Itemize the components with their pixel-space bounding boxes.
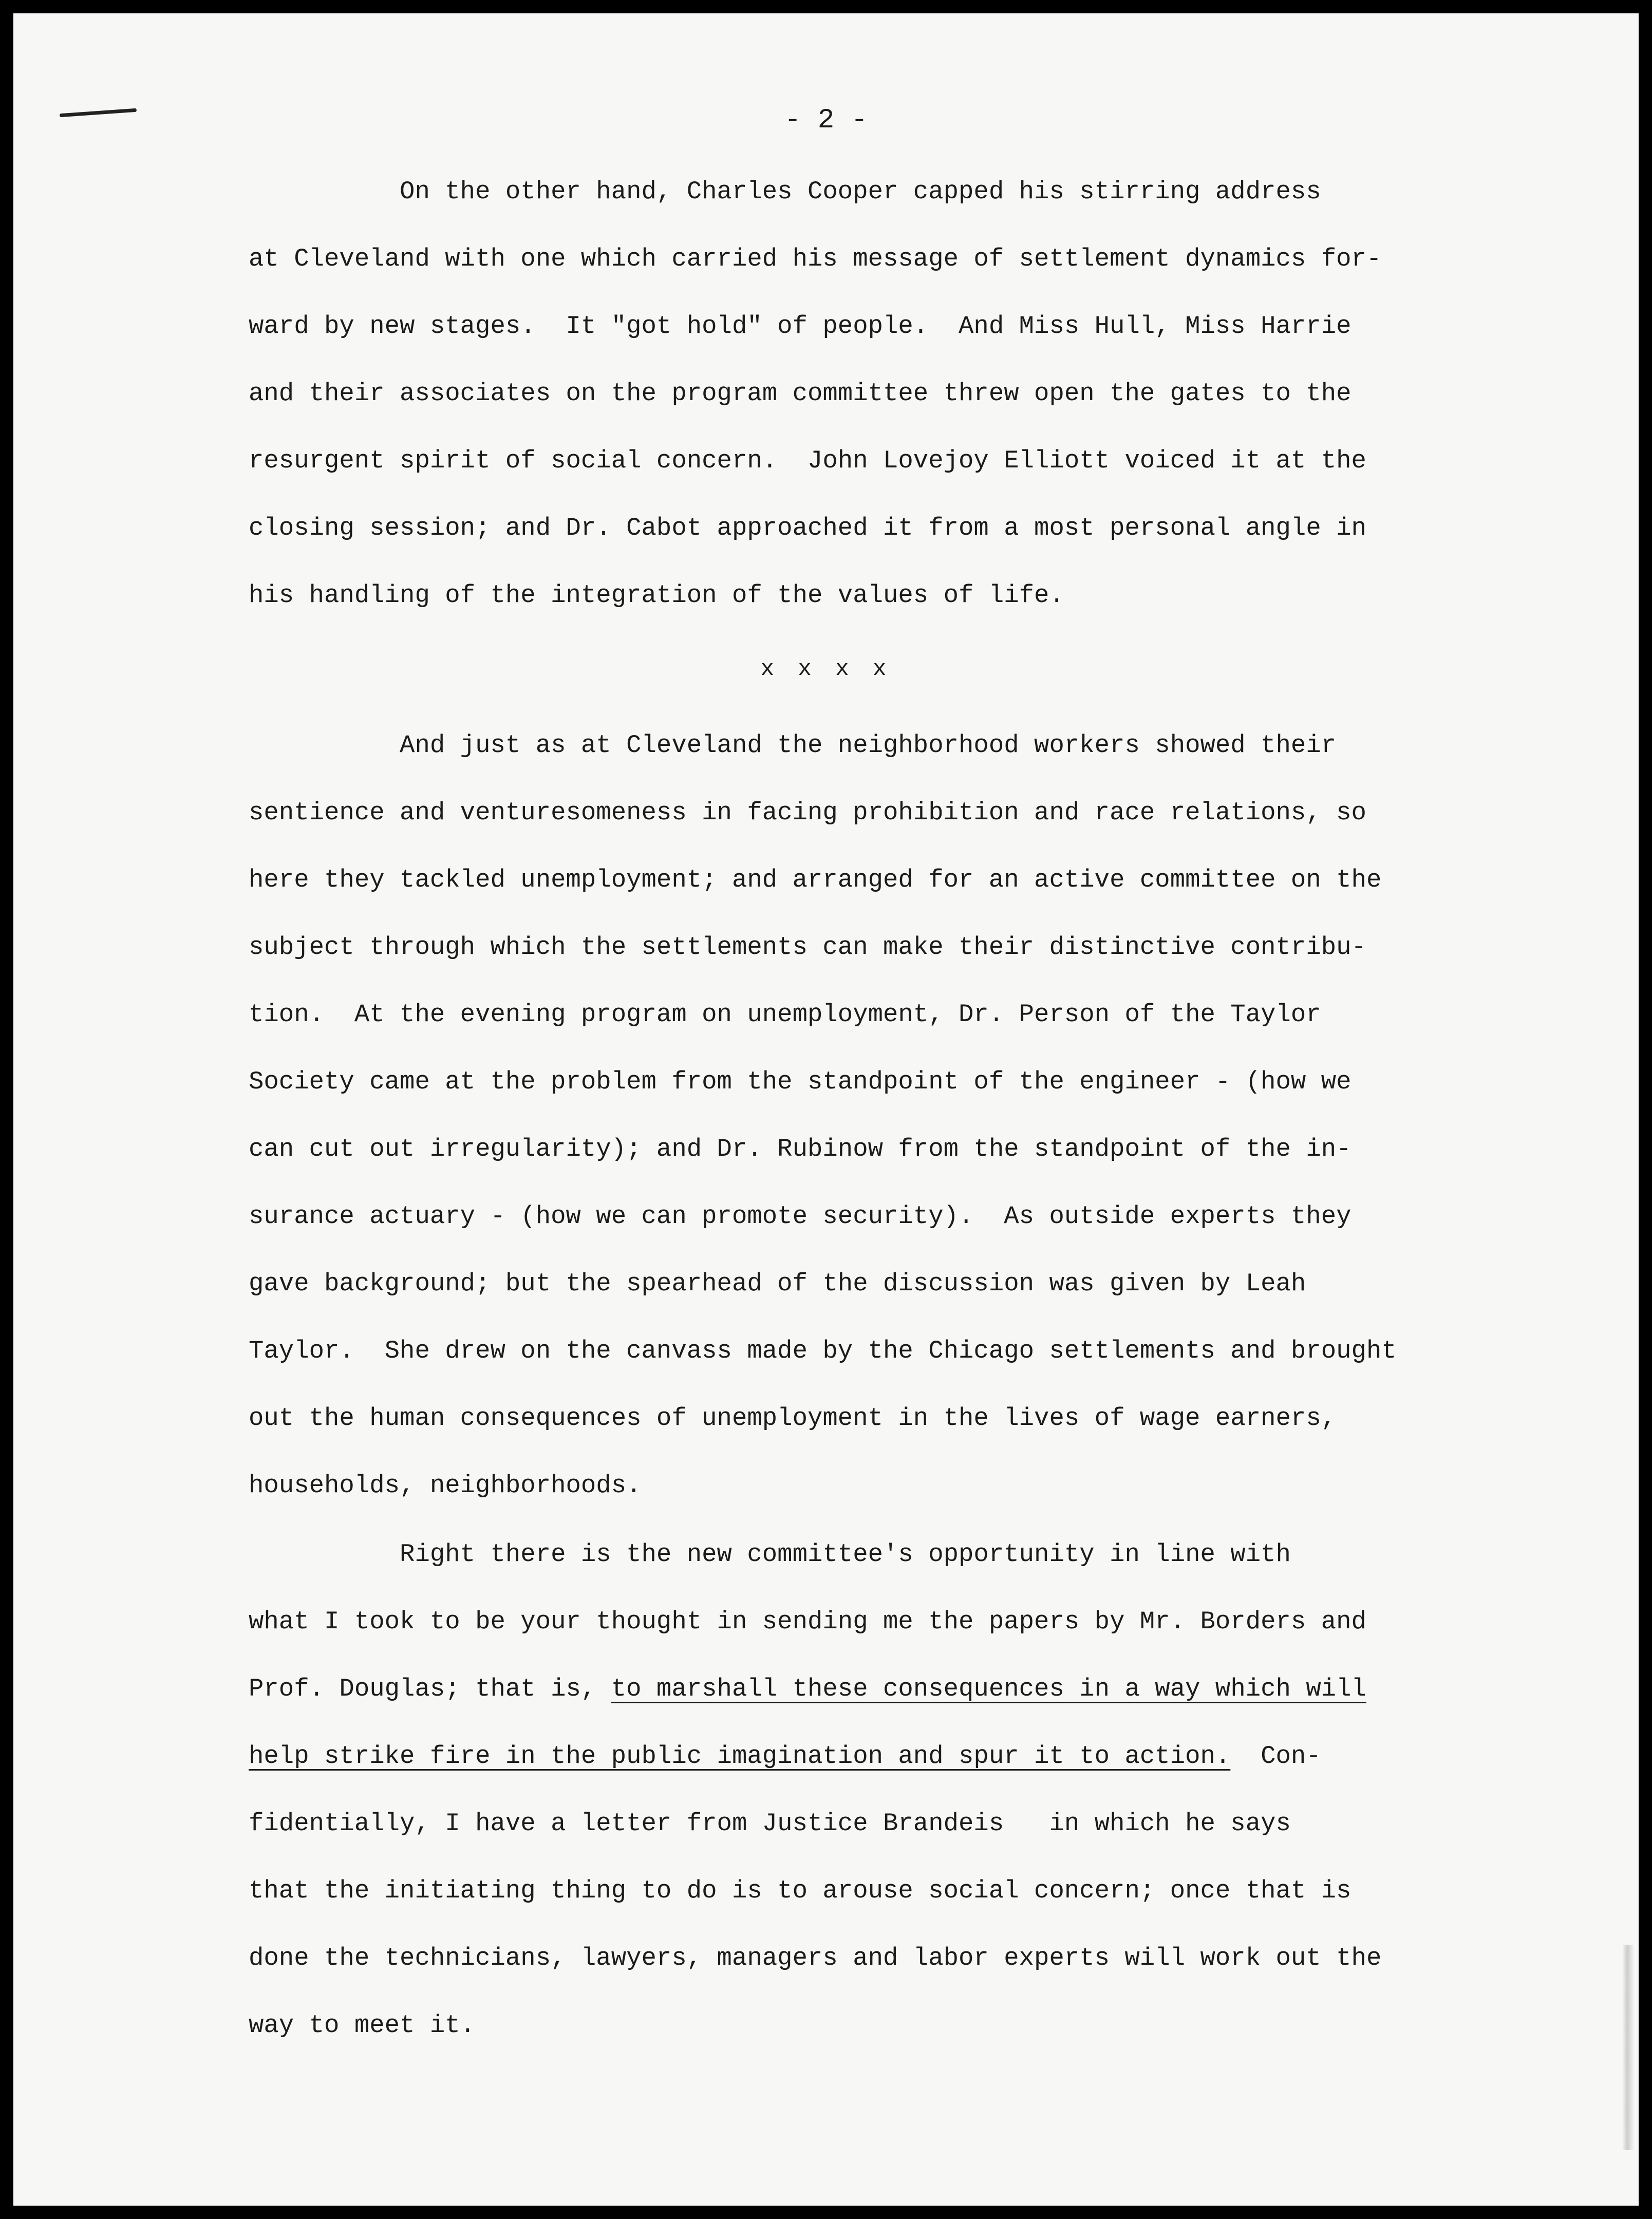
text-line: Taylor. She drew on the canvass made by the Chicago settlements and brought xyxy=(249,1337,1397,1365)
text-line: what I took to be your thought in sending me the papers by Mr. Borders and xyxy=(249,1607,1366,1636)
text-segment: Con- xyxy=(1230,1742,1321,1771)
text-line xyxy=(249,1723,1492,1790)
text-line xyxy=(249,1656,1492,1723)
text-line: subject through which the settlements can make their distinctive contribu- xyxy=(249,933,1366,962)
text-line: and their associates on the program committee threw open the gates to the xyxy=(249,379,1351,408)
text-line: can cut out irregularity); and Dr. Rubinow from the standpoint of the in- xyxy=(249,1135,1351,1163)
text-line: fidentially, I have a letter from Justice Brandeis in which he says xyxy=(249,1809,1291,1838)
text-line: closing session; and Dr. Cabot approached it from a most personal angle in xyxy=(249,514,1366,542)
paragraph-2 xyxy=(249,712,1492,1519)
text-line: Right there is the new committee's opportunity in line with xyxy=(249,1540,1291,1569)
text-line: way to meet it. xyxy=(249,2011,476,2040)
text-line: his handling of the integration of the values of life. xyxy=(249,581,1064,610)
text-line: gave background; but the spearhead of the discussion was given by Leah xyxy=(249,1269,1306,1298)
page-number: - 2 - xyxy=(784,105,868,136)
text-line: resurgent spirit of social concern. John Lovejoy Elliott voiced it at the xyxy=(249,446,1366,475)
text-line: done the technicians, lawyers, managers and labor experts will work out the xyxy=(249,1944,1382,1972)
text-line: tion. At the evening program on unemployment, Dr. Person of the Taylor xyxy=(249,1000,1321,1029)
underlined-phrase: help strike fire in the public imagination and spur it to action. xyxy=(249,1742,1231,1771)
section-separator: x x x x xyxy=(760,656,892,682)
text-line: here they tackled unemployment; and arranged for an active committee on the xyxy=(249,866,1382,894)
underlined-phrase: to marshall these consequences in a way which will xyxy=(611,1675,1366,1703)
paragraph-1 xyxy=(249,158,1492,629)
document-page xyxy=(13,13,1639,2206)
text-line: at Cleveland with one which carried his message of settlement dynamics for- xyxy=(249,245,1382,273)
text-line: out the human consequences of unemployment in the lives of wage earners, xyxy=(249,1404,1337,1433)
text-line: On the other hand, Charles Cooper capped his stirring address xyxy=(249,177,1321,206)
text-line: Society came at the problem from the standpoint of the engineer - (how we xyxy=(249,1067,1351,1096)
text-line: And just as at Cleveland the neighborhood workers showed their xyxy=(249,731,1337,760)
text-line: ward by new stages. It "got hold" of people. And Miss Hull, Miss Harrie xyxy=(249,312,1351,341)
text-segment: Prof. Douglas; that is, xyxy=(249,1675,611,1703)
paragraph-3 xyxy=(249,1521,1492,2059)
text-line: households, neighborhoods. xyxy=(249,1471,642,1500)
page-edge-shadow xyxy=(1622,1945,1635,2150)
text-line: sentience and venturesomeness in facing prohibition and race relations, so xyxy=(249,798,1366,827)
text-line: surance actuary - (how we can promote security). As outside experts they xyxy=(249,1202,1351,1231)
text-line: that the initiating thing to do is to arouse social concern; once that is xyxy=(249,1876,1351,1905)
